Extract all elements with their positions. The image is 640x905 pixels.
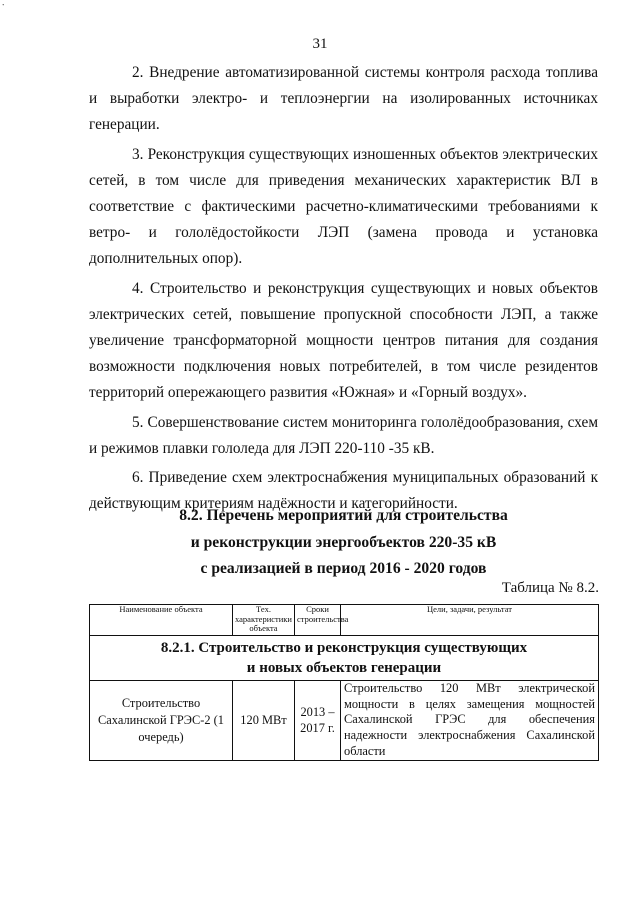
cell-goal: Строительство 120 МВт электрической мощности в целях замещения мощностей Сахалинской ГРЭС для обеспечения надежности электроснабжения Сахалинской области (341, 681, 599, 761)
cell-term: 2013 – 2017 г. (295, 681, 341, 761)
section-heading-line-2: и реконструкции энергообъектов 220-35 кВ (190, 533, 497, 551)
header-object-name: Наименование объекта (90, 605, 233, 636)
cell-characteristics: 120 МВт (233, 681, 295, 761)
table-header-row (90, 605, 599, 636)
paragraph-item-6: 6. Приведение схем электроснабжения муниципальных образований к действующим критериям надёжности и категорийности. (89, 469, 598, 513)
subsection-title-line-1: 8.2.1. Строительство и реконструкция существующих (160, 640, 528, 656)
section-heading-line-3: с реализацией в период 2016 - 2020 годов (200, 560, 487, 577)
paragraph-item-4: 4. Строительство и реконструкция существующих и новых объектов электрических сетей, повышение пропускной способности ЛЭП, а также увеличение трансформаторной мощности центров питания для создания возможности подключения новых потребителей, в том числе резидентов территорий опережающего развития «Южная» и «Горный воздух». (89, 279, 598, 402)
table-subsection-row (90, 636, 599, 681)
paragraph-item-3: 3. Реконструкция существующих изношенных объектов электрических сетей, в том числе для приведения механических характеристик ВЛ в соответствие с фактическими расчетно-климатическими требованиями к ветро- и гололёдостойкости ЛЭП (замена провода и установка дополнительных опор). (89, 145, 598, 268)
section-heading-line-1: 8.2. Перечень мероприятий для строительства (179, 507, 508, 524)
section-heading (89, 503, 598, 583)
measures-table (89, 604, 599, 761)
header-goals: Цели, задачи, результат (341, 605, 599, 636)
paragraph-item-2: 2. Внедрение автоматизированной системы контроля расхода топлива и выработки электро- и теплоэнергии на изолированных источниках генерации. (89, 64, 598, 134)
subsection-title-line-2: и новых объектов генерации (246, 660, 442, 676)
page-number: 31 (312, 36, 328, 52)
paragraph-item-5: 5. Совершенствование систем мониторинга гололёдообразования, схем и режимов плавки гололеда для ЛЭП 220-110 -35 кВ. (89, 413, 598, 457)
subsection-title (90, 636, 599, 681)
table-caption: Таблица № 8.2. (501, 580, 599, 596)
table-row (90, 681, 599, 761)
scan-corner-mark: ∙ (2, 0, 5, 11)
header-construction-term: Сроки строительства (295, 605, 341, 636)
cell-object: Строительство Сахалинской ГРЭС-2 (1 очередь) (90, 681, 233, 761)
header-characteristics: Тех. характеристики объекта (233, 605, 295, 636)
body-text (89, 60, 598, 520)
